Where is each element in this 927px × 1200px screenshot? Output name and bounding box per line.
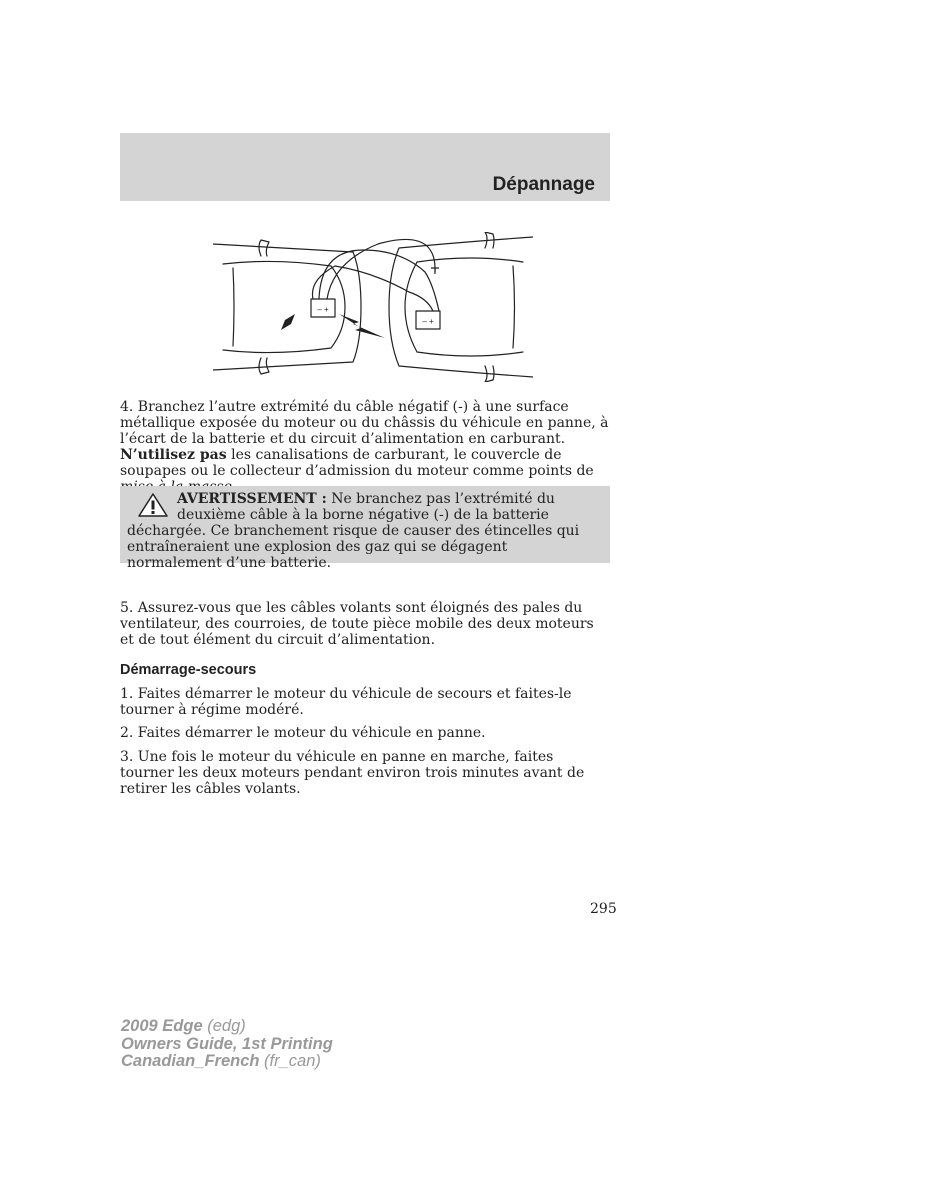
jumper-cable-positive bbox=[319, 250, 439, 311]
right-battery-terminals: – + bbox=[422, 317, 434, 326]
jump-step-2: 2. Faites démarrer le moteur du véhicule en panne. bbox=[120, 725, 486, 741]
page-number: 295 bbox=[590, 901, 617, 917]
warning-icon bbox=[137, 492, 169, 518]
warning-box bbox=[120, 486, 610, 571]
header-band bbox=[120, 133, 610, 201]
page-title: Dépannage bbox=[492, 174, 595, 195]
spark-bolt-right bbox=[339, 314, 385, 338]
footer: 2009 Edge (edg) Owners Guide, 1st Printing Canadian_French (fr_can) bbox=[121, 1017, 333, 1070]
warning-label: AVERTISSEMENT : bbox=[177, 491, 327, 507]
warning-text: AVERTISSEMENT : Ne branchez pas l’extrémité du deuxième câble à la borne négative (-) de la batterie déchargée. Ce branchement risque de causer des étincelles qui entraîneraient une explosion des gaz qui se dégagent normalement d’une batterie. bbox=[127, 491, 580, 571]
jump-step-3: 3. Une fois le moteur du véhicule en panne en marche, faites tourner les deux moteurs pendant environ trois minutes avant de retirer les câbles volants. bbox=[120, 749, 585, 797]
paragraph-step-5: 5. Assurez-vous que les câbles volants sont éloignés des pales du ventilateur, des courroies, de toute pièce mobile des deux moteurs et de tout élément du circuit d’alimentation. bbox=[120, 600, 594, 648]
section-heading: Démarrage-secours bbox=[120, 662, 257, 678]
jump-step-1: 1. Faites démarrer le moteur du véhicule de secours et faites-le tourner à régime modéré. bbox=[120, 686, 572, 718]
left-battery-terminals: – + bbox=[317, 305, 329, 314]
spark-bolt-left bbox=[265, 312, 311, 332]
paragraph-step-4: 4. Branchez l’autre extrémité du câble négatif (-) à une surface métallique exposée du moteur ou du châssis du véhicule en panne, à l’écart de la batterie et du circuit d’alimentation en carburant. N’utilisez pas les canalisations de carburant, le couvercle de soupapes ou le collecteur d’admission du moteur comme points de bbox=[120, 399, 609, 479]
jump-start-illustration bbox=[213, 232, 533, 382]
right-car-hood bbox=[405, 258, 523, 356]
